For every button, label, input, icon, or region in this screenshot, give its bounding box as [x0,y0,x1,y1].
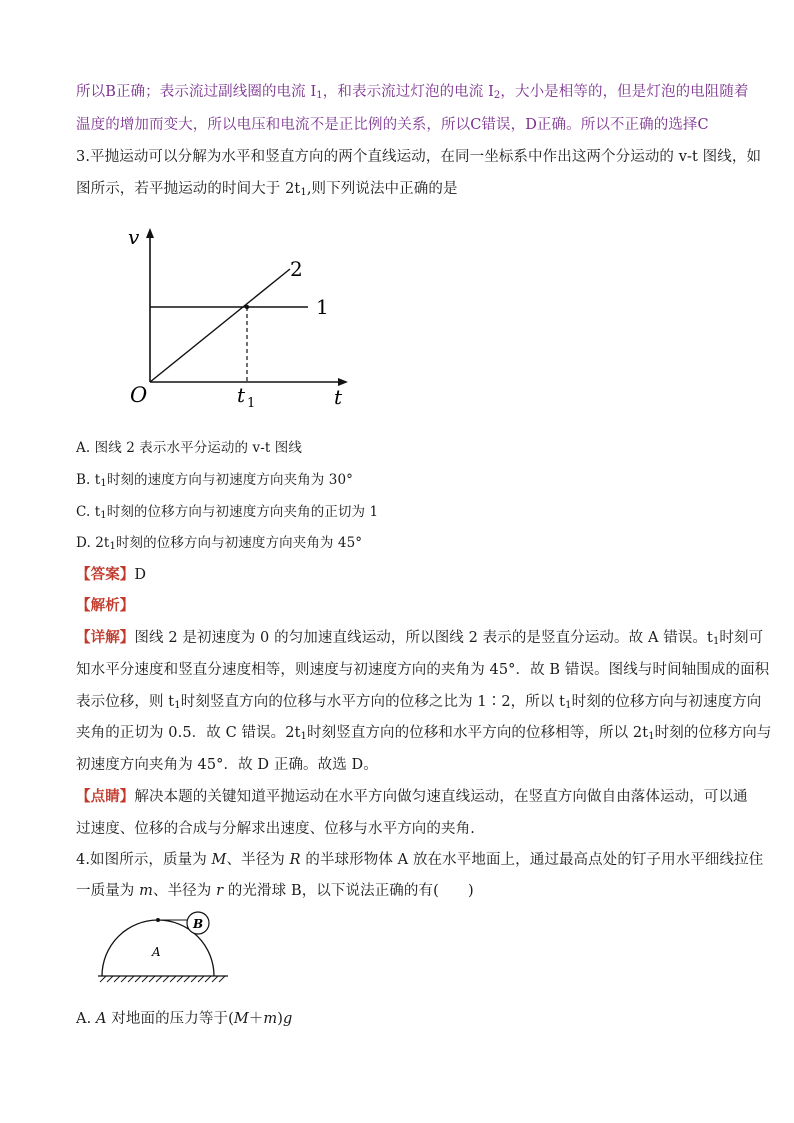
q3-detail-line-2: 知水平分速度和竖直分速度相等，则速度与初速度方向的夹角为 45°．故 B 错误。图线与时间轴围成的面积 [76,662,770,678]
var-A: A [96,1011,107,1027]
answer-value: D [134,567,147,583]
text: 一质量为 [76,883,140,899]
t1-label: t [237,383,246,407]
text: 时刻竖直方向的位移和水平方向的位移相等，所以 2t [307,725,649,741]
comment-tag: 【点睛】 [76,788,135,805]
text: 所以B正确；表示流过副线圈的电流 I [76,84,317,100]
v-label: v [128,225,140,249]
t-label: t [334,385,343,409]
q3-comment-line-1 [76,785,748,806]
text: 表示位移，则 t [76,694,175,710]
text: B. t [76,472,101,488]
origin-label: O [130,383,148,407]
text: 、半径为 [152,883,217,899]
q3-option-a: A. 图线 2 表示水平分运动的 v-t 图线 [76,440,302,456]
text: 对地面的压力等于( [106,1011,234,1027]
carryover-line-2: 温度的增加而变大，所以电压和电流不是正比例的关系，所以C错误，D正确。所以不正确的选择C [76,117,709,133]
text: ,则下列说法中正确的是 [306,181,458,197]
q4-stem-line-1 [76,848,763,869]
hemisphere-figure [94,906,234,986]
analysis-tag: 【解析】 [76,597,135,614]
plus-sign: ＋ [248,1011,264,1027]
q4-option-a [76,1007,292,1028]
answer-tag: 【答案】 [76,566,135,583]
var-g: g [283,1011,293,1027]
subscript: 1 [100,510,107,521]
var-m: m [139,883,153,899]
subscript: 1 [174,700,181,711]
q3-detail-line-5: 初速度方向夹角为 45°．故 D 正确。故选 D。 [76,757,378,773]
vt-graph [120,222,360,412]
text: 的光滑球 B，以下说法正确的有( ) [223,883,474,899]
q3-option-c [76,500,378,521]
hemisphere-a-label: A [152,945,161,959]
paren: ) [277,1011,284,1027]
text: 时刻的速度方向与初速度方向夹角为 30° [106,472,354,488]
text: 时刻竖直方向的位移与水平方向的位移之比为 1∶2，所以 t [180,694,566,710]
intersection-point [245,305,249,309]
subscript: 1 [648,731,655,742]
detail-tag: 【详解】 [76,629,135,646]
subscript: 1 [109,541,116,552]
q3-option-d [76,531,362,552]
text: 时刻可 [719,630,764,646]
q3-analysis-heading [76,594,134,615]
subscript: 1 [300,187,307,198]
subscript: 1 [565,700,572,711]
q3-comment-line-2: 过速度、位移的合成与分解求出速度、位移与水平方向的夹角. [76,821,475,837]
var-m: m [263,1011,278,1027]
var-R: R [289,852,301,868]
subscript: 2 [493,90,501,101]
text: 解决本题的关键知道平抛运动在水平方向做匀速直线运动，在竖直方向做自由落体运动，可以通 [134,789,748,805]
graph-line-2 [150,269,290,382]
subscript: 1 [316,90,323,101]
var-r: r [216,883,224,899]
q3-option-b [76,468,353,489]
line-1-label: 1 [316,295,329,319]
text: 时刻的位移方向与初速度方向夹角为 45° [115,535,363,551]
subscript: 1 [100,478,107,489]
carryover-line-1 [76,80,749,101]
text: 夹角的正切为 0.5．故 C 错误。2t [76,725,301,741]
text: 4.如图所示，质量为 [76,852,212,868]
text: ，大小是相等的，但是灯泡的电阻随着 [500,84,749,100]
subscript: 1 [300,731,308,742]
q3-detail-line-1 [76,626,763,647]
v-axis-arrow [146,228,154,238]
text: 时刻的位移方向与 [654,725,772,741]
text: 时刻的位移方向与初速度方向夹角的正切为 1 [106,504,379,520]
text: 的半球形物体 A 放在水平地面上，通过最高点处的钉子用水平细线拉住 [300,852,764,868]
line-2-label: 2 [290,257,303,281]
q3-stem-line-1: 3.平抛运动可以分解为水平和竖直方向的两个直线运动，在同一坐标系中作出这两个分运动的 v-t 图线，如 [76,149,762,165]
var-M: M [211,852,227,868]
text: D. 2t [76,535,110,551]
var-M: M [233,1011,249,1027]
q4-stem-line-2 [76,879,474,900]
q3-detail-line-3 [76,690,761,711]
text: 图线 2 是初速度为 0 的匀加速直线运动，所以图线 2 表示的是竖直分运动。故 A 错误。t [134,630,713,646]
text: ，和表示流过灯泡的电流 I [322,84,494,100]
text: A. [76,1011,96,1027]
subscript: 1 [712,636,720,647]
ground-hatching [100,976,225,982]
q3-answer [76,563,146,584]
q3-detail-line-4 [76,721,771,742]
q3-stem-line-2 [76,177,458,198]
text: 、半径为 [226,852,290,868]
t1-subscript: 1 [247,396,256,411]
text: 图所示，若平抛运动的时间大于 2t [76,181,301,197]
text: 时刻的位移方向与初速度方向 [571,694,762,710]
ball-b-label: B [193,917,204,931]
text: C. t [76,504,101,520]
